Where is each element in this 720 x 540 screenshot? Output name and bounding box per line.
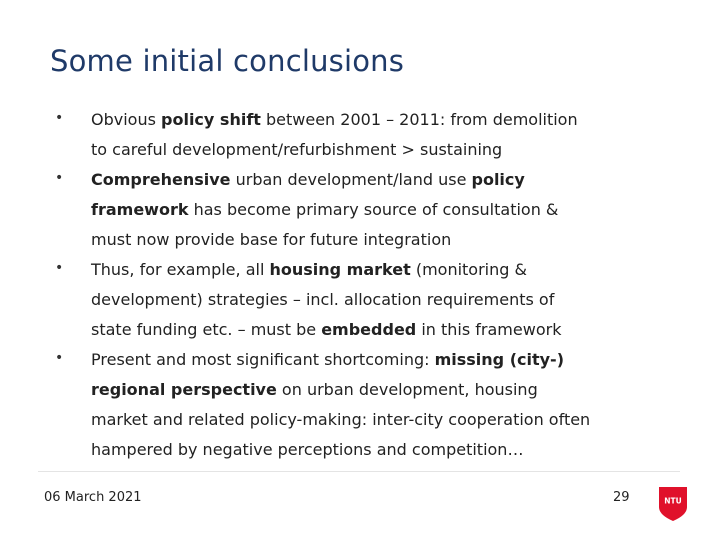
emphasis-text: embedded xyxy=(321,320,417,339)
emphasis-text: missing (city-) xyxy=(434,350,565,369)
bullet-line xyxy=(91,140,502,160)
emphasis-text: housing market xyxy=(269,260,411,279)
body-text: between 2001 – 2011: from demolition xyxy=(260,110,578,129)
body-text: has become primary source of consultation & xyxy=(188,200,559,219)
bullet-marker: • xyxy=(55,350,64,366)
logo-text: NTU xyxy=(664,496,682,506)
bullet-line xyxy=(91,200,558,220)
bullet-line xyxy=(91,260,527,280)
slide-title: Some initial conclusions xyxy=(50,44,405,78)
bullet-line xyxy=(91,170,525,190)
bullet-line xyxy=(91,110,578,130)
bullet-line xyxy=(91,380,538,400)
bullet-marker: • xyxy=(55,260,64,276)
body-text: development) strategies – incl. allocation requirements of xyxy=(91,290,555,309)
body-text: on urban development, housing xyxy=(276,380,538,399)
body-text: must now provide base for future integration xyxy=(91,230,452,249)
emphasis-text: Comprehensive xyxy=(91,170,231,189)
body-text: urban development/land use xyxy=(230,170,472,189)
bullet-line xyxy=(91,440,523,460)
body-text: market and related policy-making: inter-city cooperation often xyxy=(91,410,591,429)
body-text: Thus, for example, all xyxy=(91,260,270,279)
body-text: (monitoring & xyxy=(410,260,527,279)
body-text: to careful development/refurbishment > sustaining xyxy=(91,140,503,159)
bullet-line xyxy=(91,350,564,370)
body-text: Obvious xyxy=(91,110,162,129)
bullet-marker: • xyxy=(55,170,64,186)
emphasis-text: policy xyxy=(471,170,525,189)
page-number: 29 xyxy=(613,490,630,505)
emphasis-text: regional perspective xyxy=(91,380,277,399)
bullet-marker: • xyxy=(55,110,64,126)
body-text: in this framework xyxy=(416,320,562,339)
body-text: Present and most significant shortcoming: xyxy=(91,350,435,369)
bullet-line xyxy=(91,320,561,340)
body-text: hampered by negative perceptions and competition… xyxy=(91,440,524,459)
footer-divider xyxy=(38,471,680,472)
bullet-line xyxy=(91,230,451,250)
emphasis-text: framework xyxy=(91,200,189,219)
ntu-logo-icon xyxy=(659,487,687,521)
bullet-line xyxy=(91,410,590,430)
emphasis-text: policy shift xyxy=(161,110,261,129)
bullet-line xyxy=(91,290,554,310)
footer-date: 06 March 2021 xyxy=(44,490,142,505)
body-text: state funding etc. – must be xyxy=(91,320,322,339)
